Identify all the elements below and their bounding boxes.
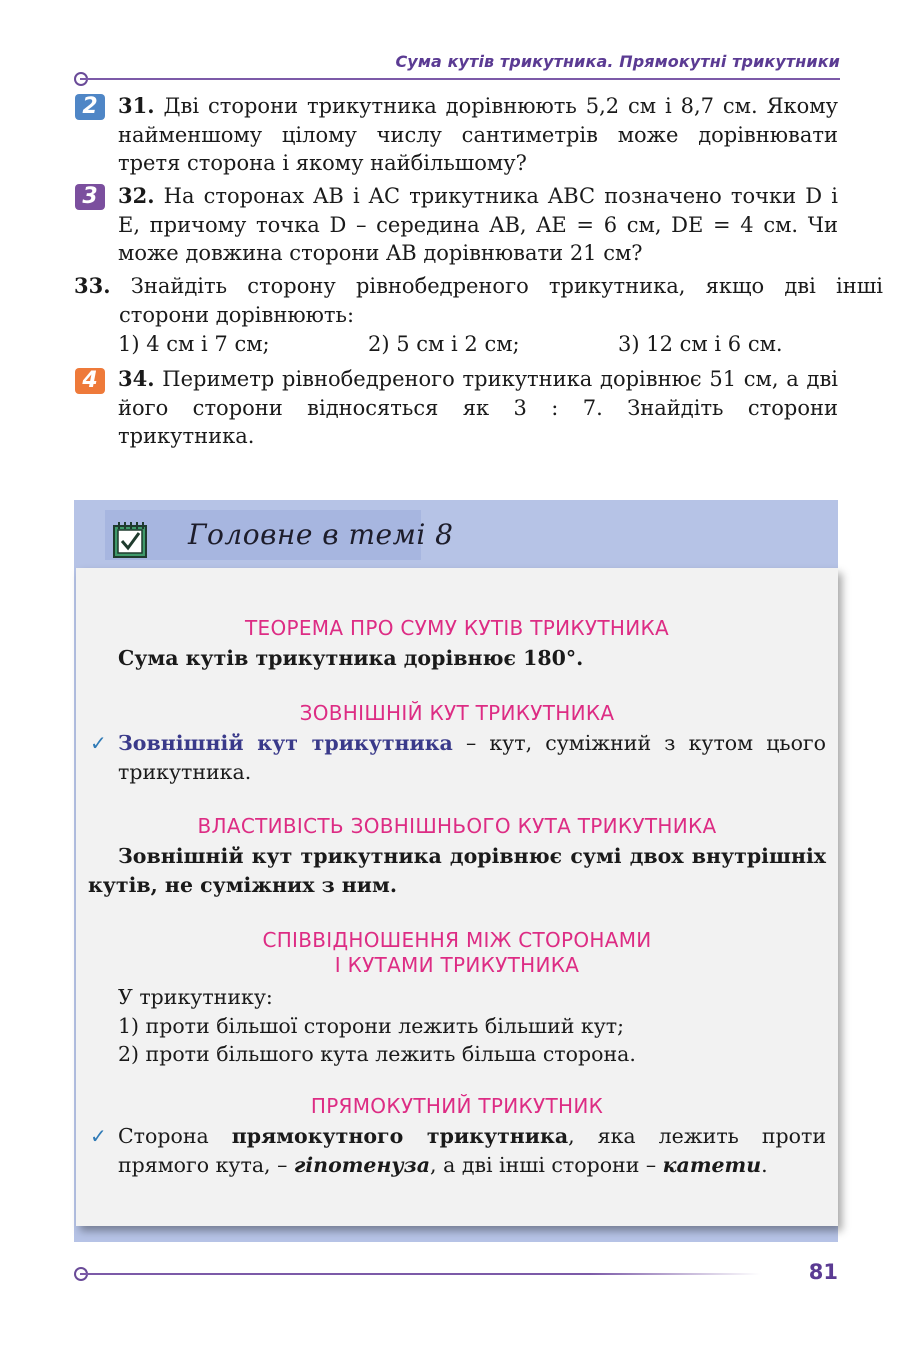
- section-body-sides-angles: [118, 983, 826, 1069]
- bottom-rule: [80, 1273, 760, 1275]
- section-heading-exterior-angle: ЗОВНІШНІЙ КУТ ТРИКУТНИКА: [299, 701, 615, 725]
- sides-angles-line: У трикутнику:: [118, 985, 273, 1009]
- checkmark-icon: ✓: [90, 1124, 107, 1148]
- section-body-exterior-property: Зовнішній кут трикутника дорівнює сумі двох внутрішніх кутів, не суміжних з ним.: [88, 844, 826, 897]
- running-title: Сума кутів трикутника. Прямокутні трикутники: [395, 52, 840, 71]
- level-4-badge: 4: [75, 368, 105, 394]
- section-body-angle-sum: Сума кутів трикутника дорівнює 180°.: [118, 646, 584, 670]
- text-part: Сторона: [118, 1124, 232, 1148]
- problem-34: 34. Периметр рівнобедреного трикутника дорівнює 51 см, а дві його сторони відносяться як 3 : 7. Знайдіть сторони трикутника.: [118, 366, 838, 448]
- problem-33: 33. Знайдіть сторону рівнобедреного трикутника, якщо дві інші сторони дорівнюють:: [74, 273, 883, 327]
- text-part: .: [761, 1152, 768, 1177]
- term-right-triangle: прямокутного трикутника: [231, 1124, 569, 1148]
- problem-32: 32. На сторонах AB і AC трикутника ABC позначено точки D і E, причому точка D – середина AB, AE = 6 см, DE = 4 см. Чи може довжина сторони AB дорівнювати 21 см?: [118, 183, 838, 265]
- term-legs: катети: [662, 1152, 762, 1177]
- notebook-check-icon: [113, 520, 147, 558]
- option-2: 2) 5 см і 2 см;: [368, 332, 520, 356]
- problem-text: Периметр рівнобедреного трикутника дорівнює 51 см, а дві його сторони відносяться як 3 : 7. Знайдіть сторони трикутника.: [118, 367, 838, 448]
- section-heading-angle-sum: ТЕОРЕМА ПРО СУМУ КУТІВ ТРИКУТНИКА: [245, 616, 669, 640]
- problem-number: 34: [118, 366, 148, 391]
- problem-text: Дві сторони трикутника дорівнюють 5,2 см і 8,7 см. Якому найменшому цілому числу сантиметрів може дорівнювати третя сторона і якому найбільшому?: [118, 94, 838, 175]
- option-3: 3) 12 см і 6 см.: [618, 332, 783, 356]
- section-body-right-triangle: [118, 1122, 826, 1179]
- problem-number: 31: [118, 93, 148, 118]
- level-3-badge: 3: [75, 184, 105, 210]
- term-exterior-angle: Зовнішній кут трикутника: [118, 731, 453, 755]
- section-heading-sides-angles-line1: СПІВВІДНОШЕННЯ МІЖ СТОРОНАМИ: [262, 928, 652, 952]
- top-rule: [80, 78, 840, 80]
- definition-text: – кут, суміжний з кутом цього трикутника.: [118, 731, 826, 784]
- problem-text: Знайдіть сторону рівнобедреного трикутника, якщо дві інші сторони дорівнюють:: [119, 274, 883, 327]
- summary-title: Головне в темі 8: [188, 518, 454, 551]
- page-number: 81: [808, 1260, 838, 1284]
- section-body-exterior-angle: [118, 729, 826, 786]
- section-heading-right-triangle: ПРЯМОКУТНИЙ ТРИКУТНИК: [310, 1094, 604, 1118]
- problem-31: 31. Дві сторони трикутника дорівнюють 5,2 см і 8,7 см. Якому найменшому цілому числу сантиметрів може дорівнювати третя сторона і якому найбільшому?: [118, 93, 838, 175]
- problem-number: 32: [118, 183, 148, 208]
- sides-angles-line: 1) проти більшої сторони лежить більший кут;: [118, 1013, 625, 1038]
- sides-angles-line: 2) проти більшого кута лежить більша сторона.: [118, 1042, 636, 1066]
- checkmark-icon: ✓: [90, 731, 107, 755]
- text-part: , а дві інші сторони –: [430, 1152, 663, 1177]
- section-heading-sides-angles-line2: І КУТАМИ ТРИКУТНИКА: [334, 953, 580, 977]
- problem-text: На сторонах AB і AC трикутника ABC позначено точки D і E, причому точка D – середина AB, AE = 6 см, DE = 4 см. Чи може довжина сторони AB дорівнювати 21 см?: [118, 184, 838, 265]
- level-2-badge: 2: [75, 94, 105, 120]
- problem-number: 33: [74, 273, 104, 298]
- section-heading-exterior-property: ВЛАСТИВІСТЬ ЗОВНІШНЬОГО КУТА ТРИКУТНИКА: [197, 814, 717, 838]
- text-part: , яка лежить проти прямого кута, –: [118, 1124, 827, 1177]
- option-1: 1) 4 см і 7 см;: [118, 332, 270, 356]
- term-hypotenuse: гіпотенуза: [293, 1152, 431, 1177]
